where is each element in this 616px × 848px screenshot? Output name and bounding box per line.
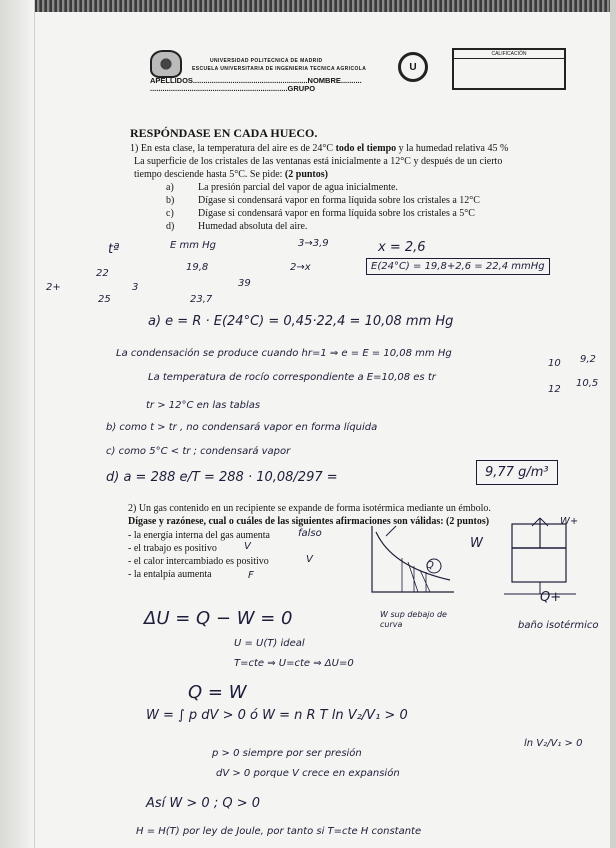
hw-v105: 10,5 bbox=[576, 378, 599, 389]
hw-interp-b: 2→x bbox=[290, 262, 311, 273]
hw-arrow-left: 2+ bbox=[46, 282, 61, 293]
hw-eq-q: Q = W bbox=[188, 682, 247, 703]
scan-border-top bbox=[0, 0, 616, 12]
hw-answer-b: b) como t > tr , no condensará vapor en forma líquida bbox=[106, 422, 378, 433]
hw-diagram-note: W sup debajo de curva bbox=[380, 610, 447, 629]
q1-option-a: a) La presión parcial del vapor de agua inicialmente. bbox=[166, 182, 398, 193]
scan-border-right bbox=[610, 0, 616, 848]
hw-mark-1: falso bbox=[298, 528, 322, 539]
hw-e-header: E mm Hg bbox=[170, 240, 217, 251]
pv-diagram-sketch bbox=[362, 522, 462, 606]
q2-statement-4: - la entalpía aumenta bbox=[128, 569, 212, 580]
hw-condensation-line1: La condensación se produce cuando hr=1 ⇒ e = E = 10,08 mm Hg bbox=[116, 348, 452, 359]
hw-eq-p: p > 0 siempre por ser presión bbox=[212, 748, 362, 759]
hw-eq-sum: Así W > 0 ; Q > 0 bbox=[146, 796, 260, 811]
hw-temp-header: tª bbox=[108, 242, 120, 257]
q2-statement-3: - el calor intercambiado es positivo bbox=[128, 556, 269, 567]
hw-answer-a: a) e = R · E(24°C) = 0,45·22,4 = 10,08 mm Hg bbox=[148, 314, 454, 329]
hw-e39: 39 bbox=[238, 278, 251, 289]
hw-v92: 9,2 bbox=[580, 354, 596, 365]
school-seal: U bbox=[398, 52, 428, 82]
hw-mark-3: V bbox=[306, 554, 313, 565]
grade-box-label: CALIFICACIÓN bbox=[454, 50, 564, 59]
hw-x-result: x = 2,6 bbox=[378, 240, 426, 255]
school-name: ESCUELA UNIVERSITARIA DE INGENIERIA TECNICA AGRICOLA bbox=[192, 66, 367, 72]
q2-statement-1: - la energía interna del gas aumenta bbox=[128, 530, 270, 541]
q2-line2: Dígase y razónese, cual o cuáles de las siguientes afirmaciones son válidas: (2 puntos) bbox=[128, 516, 490, 527]
hw-diagram-bano: baño isotérmico bbox=[518, 620, 599, 631]
hw-answer-d: d) a = 288 e/T = 288 · 10,08/297 = bbox=[106, 470, 338, 485]
hw-tr-line: tr > 12°C en las tablas bbox=[146, 400, 261, 411]
hw-e24-box: E(24°C) = 19,8+2,6 = 22,4 mmHg bbox=[366, 258, 550, 275]
hw-condensation-line2: La temperatura de rocío correspondiente a E=10,08 es tr bbox=[148, 372, 436, 383]
q1-line2: La superficie de los cristales de las ventanas está inicialmente a 12°C y después de un cierto bbox=[134, 156, 503, 167]
group-field: ..................................................................GRUPO bbox=[150, 84, 316, 93]
hw-eq-tcte: T=cte ⇒ U=cte ⇒ ΔU=0 bbox=[234, 658, 354, 669]
hw-eq-energy: ΔU = Q − W = 0 bbox=[144, 608, 293, 629]
hw-t25: 25 bbox=[98, 294, 111, 305]
hw-e237: 23,7 bbox=[190, 294, 213, 305]
hw-t22: 22 bbox=[96, 268, 109, 279]
grade-box bbox=[452, 48, 566, 90]
hw-eq-w: W = ∫ p dV > 0 ó W = n R T ln V₂/V₁ > 0 bbox=[146, 708, 408, 723]
hw-answer-d-result: 9,77 g/m³ bbox=[476, 460, 558, 485]
hw-t3: 3 bbox=[132, 282, 139, 293]
university-name: UNIVERSIDAD POLITECNICA DE MADRID bbox=[210, 58, 323, 64]
hw-e198: 19,8 bbox=[186, 262, 209, 273]
instructions-title: RESPÓNDASE EN CADA HUECO. bbox=[130, 126, 318, 140]
hw-diagram-w: W bbox=[470, 536, 483, 551]
hw-mark-2: V bbox=[244, 541, 251, 552]
scan-border-left bbox=[0, 0, 35, 848]
hw-t12: 12 bbox=[548, 384, 561, 395]
hw-eq-u: U = U(T) ideal bbox=[234, 638, 305, 649]
hw-eq-h: H = H(T) por ley de Joule, por tanto si T=cte H constante bbox=[136, 826, 422, 837]
hw-eq-ln: ln V₂/V₁ > 0 bbox=[524, 738, 583, 749]
hw-t10: 10 bbox=[548, 358, 561, 369]
surname-name-field: APELLIDOS.......................................................NOMBRE.......... bbox=[150, 76, 362, 85]
q1-line1: 1) En esta clase, la temperatura del aire es de 24°C todo el tiempo y la humedad relativa 45 % bbox=[130, 143, 509, 154]
hw-mark-4: F bbox=[248, 570, 254, 581]
hw-interp-a: 3→3,9 bbox=[298, 238, 329, 249]
hw-diagram-q: Q bbox=[426, 560, 434, 571]
hw-answer-c: c) como 5°C < tr ; condensará vapor bbox=[106, 446, 291, 457]
q1-option-c: c) Dígase si condensará vapor en forma líquida sobre los cristales a 5°C bbox=[166, 208, 475, 219]
q2-statement-2: - el trabajo es positivo bbox=[128, 543, 217, 554]
university-logo bbox=[150, 50, 182, 78]
hw-diagram-w-plus: W+ bbox=[560, 516, 579, 527]
q1-option-b: b) Dígase si condensará vapor en forma líquida sobre los cristales a 12°C bbox=[166, 195, 480, 206]
hw-eq-dv: dV > 0 porque V crece en expansión bbox=[216, 768, 400, 779]
q1-option-d: d) Humedad absoluta del aire. bbox=[166, 221, 308, 232]
q1-line3: tiempo desciende hasta 5°C. Se pide: (2 puntos) bbox=[134, 169, 328, 180]
q2-line1: 2) Un gas contenido en un recipiente se expande de forma isotérmica mediante un émbolo. bbox=[128, 503, 491, 514]
hw-diagram-q-plus: Q+ bbox=[540, 590, 562, 605]
